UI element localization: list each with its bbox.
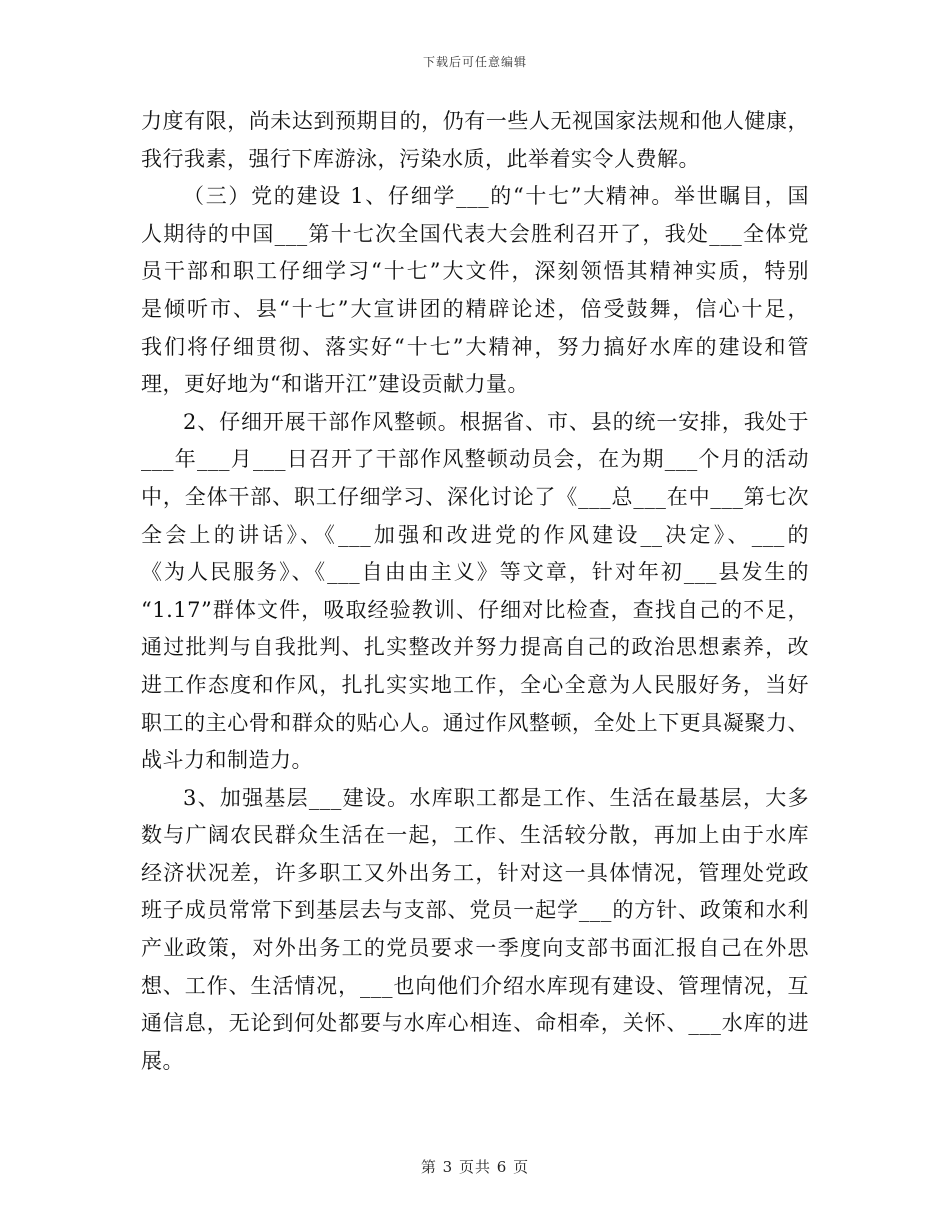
body-line: 力度有限，尚未达到预期目的，仍有一些人无视国家法规和他人健康，	[141, 109, 809, 133]
body-line: 全会上的讲话》、《___加强和改进党的作风建设__决定》、___的	[141, 522, 809, 547]
document-body	[141, 103, 809, 1080]
body-line: 职工的主心骨和群众的贴心人。通过作风整顿，全处上下更具凝聚力、	[141, 710, 809, 735]
body-line: 3、加强基层___建设。水库职工都是工作、生活在最基层，大多	[183, 785, 809, 810]
body-line: ___年___月___日召开了干部作风整顿动员会，在为期___个月的活动	[141, 447, 809, 472]
body-line: 人期待的中国___第十七次全国代表大会胜利召开了，我处___全体党	[141, 221, 809, 246]
body-line: 经济状况差，许多职工又外出务工，针对这一具体情况，管理处党政	[141, 860, 809, 885]
body-line: 《为人民服务》、《___自由由主义》等文章，针对年初___县发生的	[141, 560, 809, 585]
body-line: 理，更好地为“和谐开江”建设贡献力量。	[141, 372, 529, 397]
body-line: 通信息，无论到何处都要与水库心相连、命相牵，关怀、___水库的进	[141, 1011, 809, 1036]
body-line: 我们将仔细贯彻、落实好“十七”大精神，努力搞好水库的建设和管	[141, 334, 809, 359]
body-line: 通过批判与自我批判、扎实整改并努力提高自己的政治思想素养，改	[141, 635, 809, 660]
body-line: 战斗力和制造力。	[141, 748, 313, 773]
body-line: 数与广阔农民群众生活在一起，工作、生活较分散，再加上由于水库	[141, 823, 809, 848]
body-line: 班子成员常常下到基层去与支部、党员一起学___的方针、政策和水利	[141, 898, 809, 923]
body-line: 中，全体干部、职工仔细学习、深化讨论了《___总___在中___第七次	[141, 484, 809, 509]
body-line: 2、仔细开展干部作风整顿。根据省、市、县的统一安排，我处于	[183, 409, 809, 434]
body-line: 我行我素，强行下库游泳，污染水质，此举着实令人费解。	[141, 146, 700, 171]
body-line: 员干部和职工仔细学习“十七”大文件，深刻领悟其精神实质，特别	[141, 259, 809, 284]
body-line: 进工作态度和作风，扎扎实实地工作，全心全意为人民服好务，当好	[141, 672, 809, 697]
body-line: 想、工作、生活情况，___也向他们介绍水库现有建设、管理情况，互	[141, 973, 809, 998]
body-line: “1.17”群体文件，吸取经验教训、仔细对比检查，查找自己的不足，	[141, 597, 809, 622]
header-note: 下载后可任意编辑	[422, 55, 527, 69]
body-line: 是倾听市、县“十七”大宣讲团的精辟论述，倍受鼓舞，信心十足，	[141, 296, 809, 321]
body-line: （三）党的建设 1、仔细学___的“十七”大精神。举世瞩目，国	[183, 184, 809, 209]
body-line: 展。	[141, 1048, 184, 1073]
body-line: 产业政策，对外出务工的党员要求一季度向支部书面汇报自己在外思	[141, 936, 809, 961]
page-number: 第 3 页共 6 页	[420, 1158, 530, 1176]
